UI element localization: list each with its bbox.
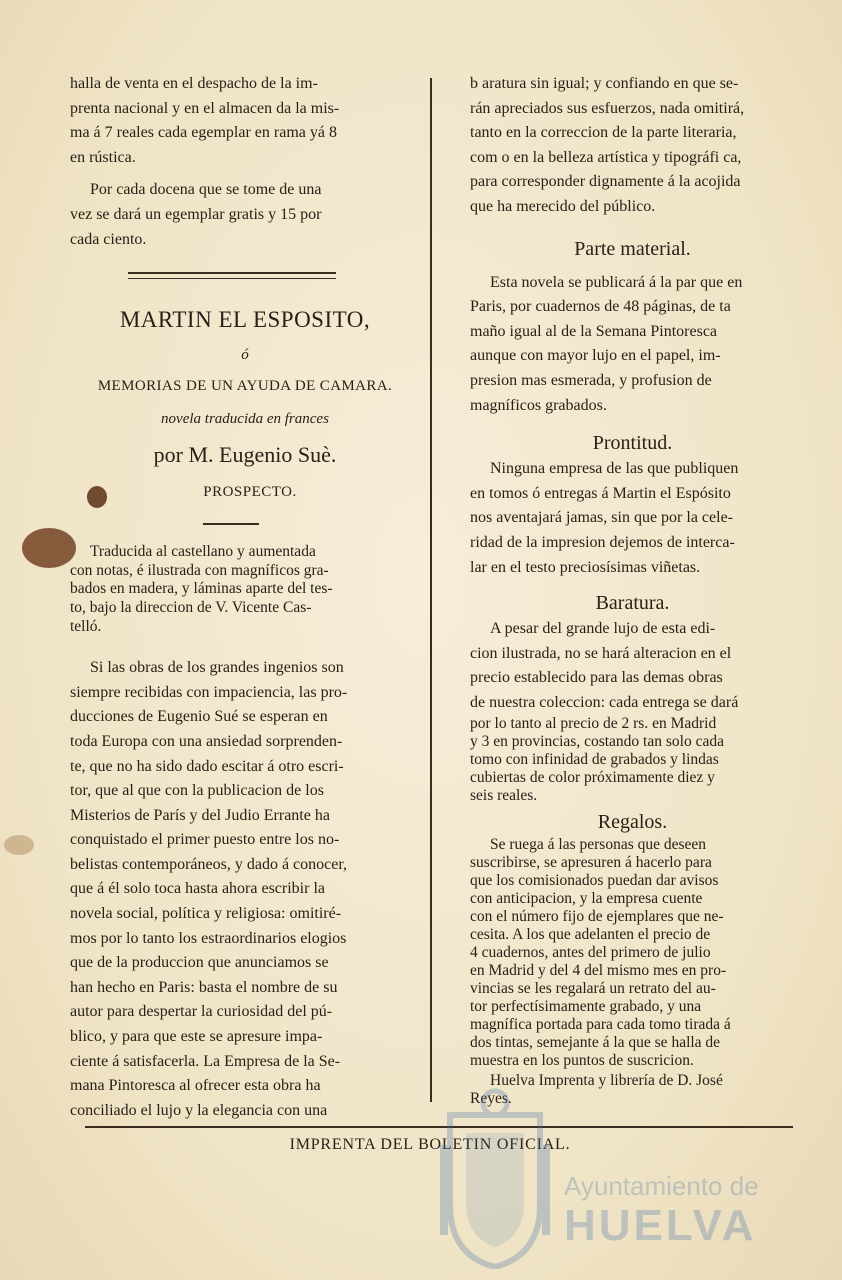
parte-material-line: presion mas esmerada, y profusion de (470, 371, 712, 389)
parte-material-line: magníficos grabados. (470, 396, 607, 414)
intro-line: b aratura sin igual; y confiando en que se- (470, 75, 739, 92)
watermark-city: HUELVA (564, 1201, 757, 1250)
translation-line: to, bajo la direccion de V. Vicente Cas- (70, 598, 312, 616)
body-line: Misterios de París y del Judio Errante ha (70, 806, 330, 824)
prontitud-line: Ninguna empresa de las que publiquen (490, 460, 739, 478)
prontitud-line: lar en el testo preciosísimas viñetas. (470, 558, 701, 576)
prontitud-line: ridad de la impresion dejemos de intercа- (470, 533, 735, 551)
intro-line: tanto en la correccion de la parte literaria, (470, 124, 737, 142)
baratura-line: y 3 en provincias, costando tan solo cada (470, 733, 724, 751)
translation-line: bados en madera, y láminas aparte del tes- (70, 580, 333, 598)
printer-imprint: IMPRENTA DEL BOLETIN OFICIAL. (289, 1136, 571, 1153)
body-line: novela social, política y religiosa: omitiré- (70, 905, 342, 923)
prontitud-line: nos aventajará jamas, sin que por la cele- (470, 509, 733, 527)
docena-line: cada ciento. (70, 230, 147, 248)
right-column (470, 72, 795, 1108)
section-heading-prontitud: Prontitud. (592, 432, 673, 455)
body-line: que de la produccion que anunciamos se (70, 954, 329, 972)
body-line: conquistado el primer puesto entre los no- (70, 831, 340, 849)
intro-line: que ha merecido del público. (470, 197, 656, 215)
baratura-line: por lo tanto al precio de 2 rs. en Madrid (470, 715, 717, 733)
body-line: que á él solo toca hasta ahora escribir la (70, 880, 325, 898)
body-line: han hecho en Paris: basta el nombre de su (70, 978, 338, 996)
docena-line: Por cada docena que se tome de una (90, 181, 322, 199)
double-divider (128, 272, 336, 279)
baratura-line: A pesar del grande lujo de esta edi- (490, 620, 716, 638)
column-divider (430, 78, 432, 1102)
body-line: blico, y para que este se apresure impa- (70, 1028, 323, 1046)
body-line: mana Pintoresca al ofrecer esta obra ha (70, 1077, 321, 1095)
baratura-line: tomo con infinidad de grabados y lindas (470, 751, 719, 769)
title-conjunction: ó (241, 347, 249, 364)
body-line: belistas contemporáneos, y dado á conocer, (70, 855, 348, 873)
baratura-line: cion ilustrada, no se hará alteracion en el (470, 644, 732, 662)
translation-note: novela traducida en frances (161, 411, 329, 428)
regalos-line: en Madrid y del 4 del mismo mes en pro- (470, 962, 727, 980)
docena-line: vez se dará un egemplar gratis y 15 por (70, 205, 322, 223)
intro-line: en rústica. (70, 148, 136, 166)
regalos-line: con anticipacion, y la empresa cuente (470, 890, 703, 908)
prontitud-line: en tomos ó entregas á Martin el Espósito (470, 484, 731, 502)
parte-material-line: Paris, por cuadernos de 48 páginas, de ta (470, 298, 731, 316)
translation-line: telló. (70, 617, 102, 635)
article-title: MARTIN EL ESPOSITO, (119, 307, 371, 333)
parte-material-line: aunque con mayor lujo en el papel, im- (470, 347, 721, 365)
regalos-line: Se ruega á las personas que deseen (490, 836, 707, 854)
section-heading-regalos: Regalos. (597, 811, 668, 834)
body-line: autor para despertar la curiosidad del pú- (70, 1003, 333, 1021)
translation-line: Traducida al castellano y aumentada (90, 543, 316, 561)
ink-stain (22, 528, 76, 568)
baratura-line: de nuestra coleccion: cada entrega se dará (470, 693, 739, 711)
signature-line: Reyes. (470, 1090, 512, 1108)
regalos-line: magnífica portada para cada tomo tirada á (470, 1016, 731, 1034)
regalos-line: que los comisionados puedan dar avisos (470, 872, 719, 890)
intro-line: rán apreciados sus esfuerzos, nada omitirá, (470, 99, 745, 117)
regalos-line: suscribirse, se apresuren á hacerlo para (470, 854, 712, 872)
body-line: mos por lo tanto los estraordinarios elogios (70, 929, 347, 947)
archive-watermark (436, 1085, 826, 1275)
left-column (70, 72, 400, 1123)
ink-stain (4, 835, 34, 855)
body-line: tor, que al que con la publicacion de los (70, 782, 324, 800)
regalos-line: muestra en los puntos de suscricion. (470, 1052, 694, 1070)
intro-line: com o en la belleza artística y tipográfi ca, (470, 148, 742, 166)
body-line: ciente á satisfacerla. La Empresa de la Se- (70, 1052, 341, 1070)
prospecto-heading: PROSPECTO. (203, 484, 297, 501)
regalos-line: 4 cuadernos, antes del primero de julio (470, 944, 711, 962)
section-heading-parte-material: Parte material. (574, 237, 691, 260)
regalos-line: cesita. A los que adelanten el precio de (470, 926, 711, 944)
body-line: siempre recibidas con impaciencia, las pro- (70, 683, 348, 701)
body-line: Si las obras de los grandes ingenios son (90, 659, 344, 677)
regalos-line: dos tintas, semejante á la que se halla de (470, 1034, 721, 1052)
baratura-line: cubiertas de color próximamente diez y (470, 769, 715, 787)
body-line: ducciones de Eugenio Sué se esperan en (70, 708, 328, 726)
regalos-line: vincias se les regalará un retrato del au- (470, 980, 716, 998)
intro-line: ma á 7 reales cada egemplar en rama yá 8 (70, 124, 337, 142)
intro-line: prenta nacional y en el almacen da la mis- (70, 99, 340, 117)
author-line: por M. Eugenio Suè. (153, 442, 337, 468)
parte-material-line: Esta novela se publicará á la par que en (490, 273, 743, 291)
body-line: conciliado el lujo y la elegancia con una (70, 1101, 328, 1119)
coat-of-arms-icon (436, 1085, 554, 1269)
article-subtitle: MEMORIAS DE UN AYUDA DE CAMARA. (97, 378, 393, 395)
body-line: toda Europa con una ansiedad sorprenden- (70, 732, 343, 750)
watermark-text: Ayuntamiento de (564, 1171, 759, 1201)
regalos-line: con el número fijo de ejemplares que ne- (470, 908, 724, 926)
signature-line: Huelva Imprenta y librería de D. José (490, 1072, 723, 1090)
parte-material-line: maño igual al de la Semana Pintoresca (470, 322, 718, 340)
regalos-line: tor perfectísimamente grabado, y una (470, 998, 702, 1016)
baratura-line: precio establecido para las demas obras (470, 669, 723, 687)
intro-line: para corresponder dignamente á la acojida (470, 173, 741, 191)
translation-line: con notas, é ilustrada con magníficos gra- (70, 561, 329, 579)
section-heading-baratura: Baratura. (595, 592, 670, 615)
body-line: te, que no ha sido dado escitar á otro escri- (70, 757, 344, 775)
intro-line: halla de venta en el despacho de la im- (70, 75, 318, 92)
baratura-line: seis reales. (470, 787, 538, 805)
